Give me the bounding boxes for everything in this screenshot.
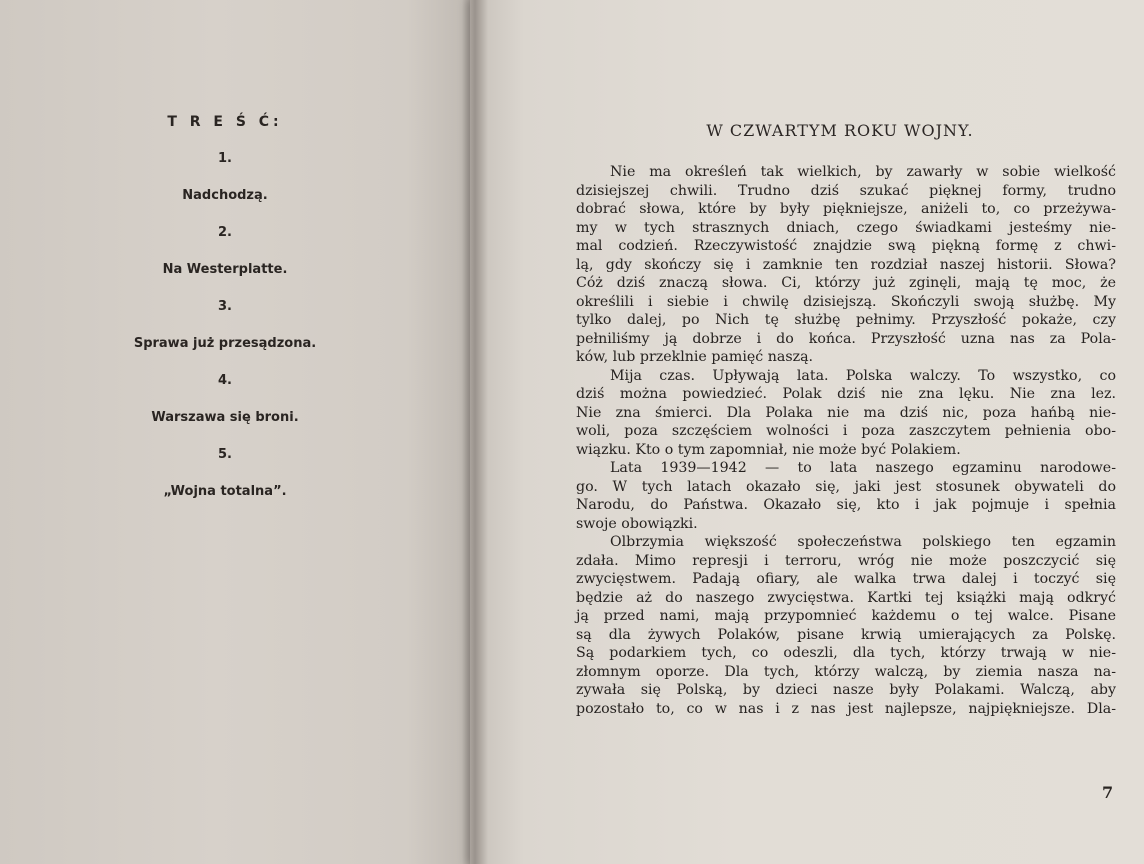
book-gutter: [462, 0, 488, 864]
text-line: dobrać słowa, które by były piękniejsze, aniżeli to, co przeżywa-: [576, 201, 1116, 217]
table-of-contents: [60, 110, 390, 517]
text-line: są dla żywych Polaków, pisane krwią umierających za Polskę.: [576, 626, 1116, 643]
toc-entry-number: 5.: [218, 447, 232, 462]
toc-entry-number: 1.: [218, 151, 232, 166]
text-line: Mija czas. Upływają lata. Polska walczy. To wszystko, co: [610, 367, 1116, 384]
text-line: Nie zna śmierci. Dla Polaka nie ma dziś nic, poza hańbą nie-: [576, 404, 1116, 421]
text-line: będzie aż do naszego zwycięstwa. Kartki tej książki mają odkryć: [576, 589, 1116, 606]
text-line: wiązku. Kto o tym zapomniał, nie może być Polakiem.: [576, 441, 961, 458]
page-number: 7: [1102, 783, 1114, 802]
toc-entry-title: „Wojna totalna”.: [163, 484, 287, 499]
text-line: określili i siebie i chwilę dzisiejszą. Skończyli swoją służbę. My: [576, 293, 1116, 310]
text-line: Są podarkiem tych, co odeszli, dla tych, którzy trwają w nie-: [576, 645, 1116, 661]
text-line: Nie ma określeń tak wielkich, by zawarły w sobie wielkość: [610, 164, 1116, 180]
toc-entry-number: 2.: [218, 225, 232, 240]
left-page: [0, 0, 478, 864]
text-line: zdała. Mimo represji i terroru, wróg nie może poszczycić się: [576, 552, 1116, 569]
toc-entry-number: 3.: [218, 299, 232, 314]
text-line: tylko dalej, po Nich tę służbę pełnimy. Przyszłość pokaże, czy: [576, 312, 1116, 328]
text-line: Narodu, do Państwa. Okazało się, kto i jak pojmuje i spełnia: [576, 497, 1116, 513]
text-line: pozostało to, co w nas i z nas jest najlepsze, najpiękniejsze. Dla-: [576, 700, 1116, 717]
text-line: złomnym oporze. Dla tych, którzy walczą, by ziemia nasza na-: [576, 663, 1116, 680]
text-line: woli, poza szczęściem wolności i poza zaszczytem pełnienia obo-: [576, 423, 1116, 439]
text-line: zywała się Polską, by dzieci nasze były Polakami. Walczą, aby: [576, 682, 1116, 698]
text-line: go. W tych latach okazało się, jaki jest stosunek obywateli do: [576, 478, 1116, 495]
text-line: ków, lub przeklnie pamięć naszą.: [576, 349, 814, 365]
chapter-title: W CZWARTYM ROKU WOJNY.: [706, 121, 974, 140]
text-line: Lata 1939—1942 — to lata naszego egzaminu narodowe-: [610, 460, 1116, 476]
text-line: my w tych strasznych dniach, czego świadkami jesteśmy nie-: [576, 219, 1116, 236]
text-line: dziś można powiedzieć. Polak dziś nie zna lęku. Nie zna lez.: [576, 386, 1116, 402]
toc-entry-number: 4.: [218, 373, 232, 388]
text-line: pełniliśmy ją dobrze i do końca. Przyszłość uzna nas za Pola-: [576, 330, 1116, 347]
toc-heading: T R E Ś Ć:: [167, 114, 283, 130]
chapter-body: [576, 163, 1116, 718]
toc-entry-title: Na Westerplatte.: [162, 262, 288, 277]
text-line: dzisiejszej chwili. Trudno dziś szukać pięknej formy, trudno: [576, 182, 1116, 199]
text-line: Olbrzymia większość społeczeństwa polskiego ten egzamin: [610, 534, 1116, 550]
toc-entry-title: Warszawa się broni.: [151, 410, 299, 425]
text-line: ją przed nami, mają przypomnieć każdemu o tej walce. Pisane: [576, 608, 1116, 624]
text-line: lą, gdy skończy się i zamknie ten rozdział naszej historii. Słowa?: [576, 256, 1116, 273]
text-line: mal codzień. Rzeczywistość znajdzie swą piękną formę z chwi-: [576, 238, 1116, 254]
text-line: Cóż dziś znaczą słowa. Ci, którzy już zginęli, mają tę moc, że: [576, 275, 1116, 291]
text-line: zwycięstwem. Padają ofiary, ale walka trwa dalej i toczyć się: [576, 571, 1116, 587]
toc-entry-title: Nadchodzą.: [182, 188, 268, 203]
text-line: swoje obowiązki.: [576, 515, 698, 532]
toc-entry-title: Sprawa już przesądzona.: [133, 336, 317, 351]
